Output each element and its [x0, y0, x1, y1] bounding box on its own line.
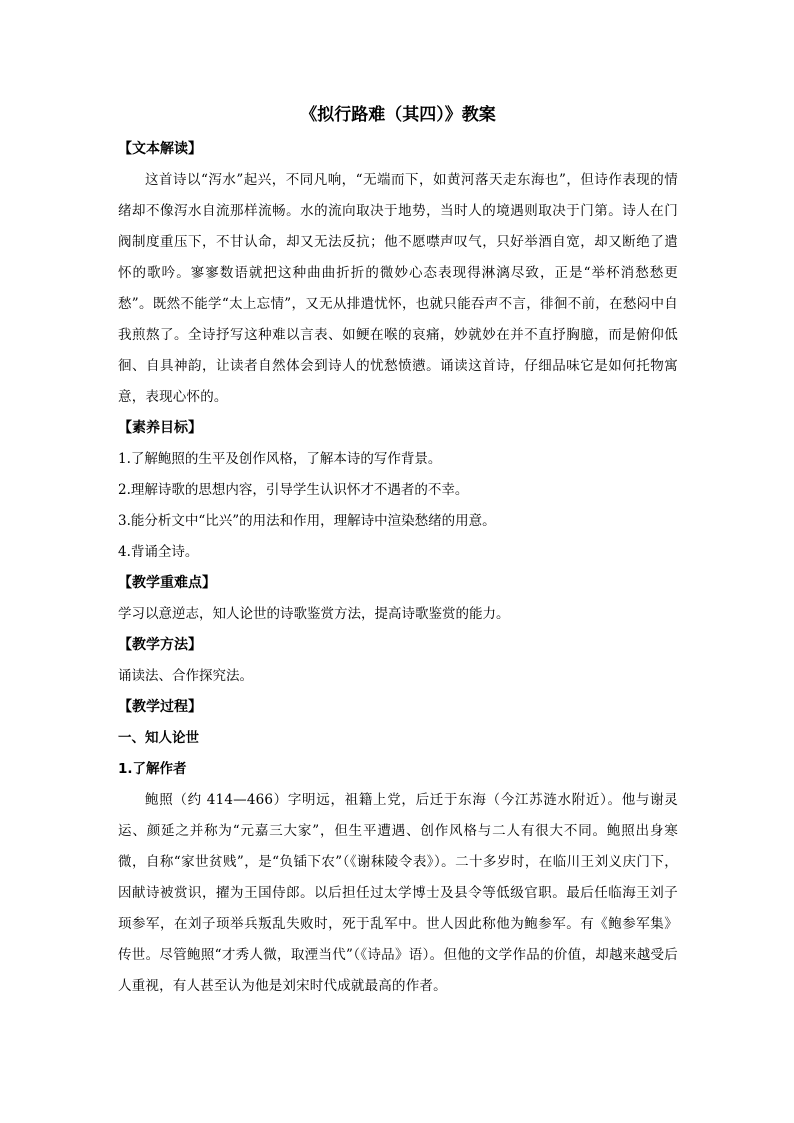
document-body	[118, 102, 678, 1002]
section-heading-key-points: 【教学重难点】	[118, 575, 216, 591]
text-reading-paragraph: 这首诗以“泻水”起兴，不同凡响，“无端而下，如黄河落天走东海也”，但诗作表现的情绪却不像泻水自流那样流畅。水的流向取决于地势，当时人的境遇则取决于门第。诗人在门阀制度重压下，不甘认命，却又无法反抗；他不愿噤声叹气，只好举酒自宽，却又断绝了遣怀的歌吟。寥寥数语就把这种曲曲折折的微妙心态表现得淋漓尽致，正是“举杯消愁愁更愁”。既然不能学“太上忘情”，又无从排遣忧怀，也就只能吞声不言，徘徊不前，在愁闷中自我煎熬了。全诗抒写这种难以言表、如鲠在喉的哀痛，妙就妙在并不直抒胸臆，而是俯仰低徊、自具神韵，让读者自然体会到诗人的忧愁愤懑。诵读这首诗，仔细品味它是如何托物寓意，表现心怀的。	[118, 172, 678, 405]
methods-text: 诵读法、合作探究法。	[118, 668, 253, 684]
key-points-text: 学习以意逆志，知人论世的诗歌鉴赏方法，提高诗歌鉴赏的能力。	[118, 606, 510, 622]
process-step-heading: 一、知人论世	[118, 730, 199, 746]
literacy-goal-item: 1.了解鲍照的生平及创作风格，了解本诗的写作背景。	[118, 451, 442, 467]
literacy-goal-item: 2.理解诗歌的思想内容，引导学生认识怀才不遇者的不幸。	[118, 482, 469, 498]
literacy-goal-item: 3.能分析文中“比兴”的用法和作用，理解诗中渲染愁绪的用意。	[118, 513, 496, 529]
section-heading-methods: 【教学方法】	[118, 637, 202, 653]
document-title: 《拟行路难（其四）》教案	[300, 105, 496, 125]
section-heading-text-reading: 【文本解读】	[118, 141, 202, 157]
literacy-goal-item: 4.背诵全诗。	[118, 544, 199, 560]
process-substep-heading: 1.了解作者	[118, 761, 187, 777]
section-heading-literacy-goals: 【素养目标】	[118, 420, 202, 436]
section-heading-process: 【教学过程】	[118, 699, 202, 715]
author-intro-paragraph: 鲍照（约 414—466）字明远，祖籍上党，后迁于东海（今江苏涟水附近）。他与谢灵运、颜延之并称为“元嘉三大家”，但生平遭遇、创作风格与二人有很大不同。鲍照出身寒微，自称“家世贫贱”，是“负锸下农”（《谢秣陵令表》）。二十多岁时，在临川王刘义庆门下，因献诗被赏识，擢为王国侍郎。以后担任过太学博士及县令等低级官职。最后任临海王刘子顼参军，在刘子顼举兵叛乱失败时，死于乱军中。世人因此称他为鲍参军。有《鲍参军集》传世。尽管鲍照“才秀人微，取湮当代”（《诗品》语）。但他的文学作品的价值，却越来越受后人重视，有人甚至认为他是刘宋时代成就最高的作者。	[118, 792, 678, 994]
